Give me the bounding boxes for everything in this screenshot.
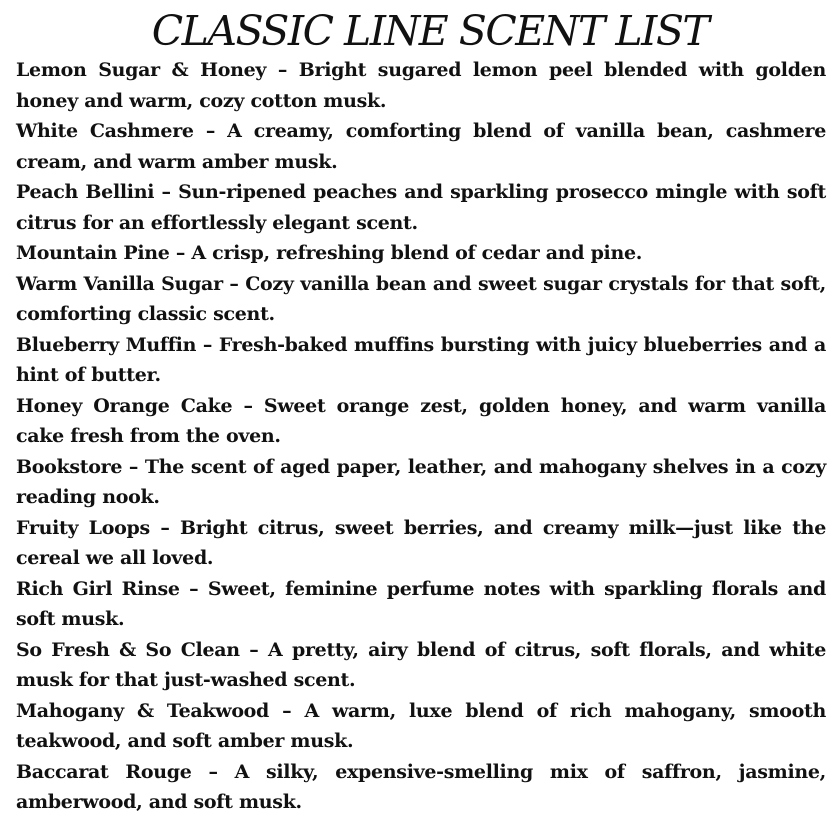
scent-name: Fruity Loops — [16, 516, 150, 539]
scent-description: Fresh-baked muffins bursting with juicy blueberries and a hint of butter. — [16, 333, 826, 386]
scent-name: Lemon Sugar & Honey — [16, 59, 267, 81]
scent-entry — [16, 574, 826, 635]
scent-entry — [16, 452, 826, 513]
separator: – — [169, 242, 192, 264]
scent-name: Mountain Pine — [16, 242, 170, 264]
scent-entry — [16, 330, 826, 391]
scent-name: Peach Bellini — [16, 181, 155, 203]
scent-name: Honey Orange Cake — [16, 394, 233, 417]
separator: – — [191, 760, 235, 783]
scent-name: Blueberry Muffin — [16, 333, 197, 356]
scent-name: So Fresh & So Clean — [16, 638, 240, 661]
scent-entry — [16, 269, 826, 330]
scent-entry — [16, 55, 826, 116]
scent-entry — [16, 757, 826, 818]
scent-description: A crisp, refreshing blend of cedar and pine. — [191, 242, 643, 264]
scent-description: A creamy, comforting blend of vanilla bean, cashmere cream, and warm amber musk. — [16, 120, 826, 173]
scent-name: Mahogany & Teakwood — [16, 699, 270, 722]
scent-description: A warm, luxe blend of rich mahogany, smooth teakwood, and soft amber musk. — [16, 699, 826, 752]
scent-name: Warm Vanilla Sugar — [16, 272, 223, 295]
separator: – — [154, 181, 179, 203]
scent-description: The scent of aged paper, leather, and mahogany shelves in a cozy reading nook. — [16, 455, 826, 508]
separator: – — [193, 120, 228, 142]
separator: – — [266, 59, 299, 81]
scent-description: Sun-ripened peaches and sparkling prosecco mingle with soft citrus for an effortlessly elegant scent. — [16, 181, 826, 234]
scent-description: Sweet, feminine perfume notes with sparkling florals and soft musk. — [16, 577, 826, 630]
scent-entry — [16, 635, 826, 696]
separator: – — [239, 638, 269, 661]
scent-description: A pretty, airy blend of citrus, soft florals, and white musk for that just-washed scent. — [16, 638, 826, 691]
scent-list — [16, 55, 826, 818]
separator: – — [149, 516, 180, 539]
scent-name: White Cashmere — [16, 120, 194, 142]
scent-name: Bookstore — [16, 455, 123, 478]
separator: – — [269, 699, 305, 722]
separator: – — [196, 333, 219, 356]
scent-name: Baccarat Rouge — [16, 760, 192, 783]
scent-name: Rich Girl Rinse — [16, 577, 180, 600]
scent-entry — [16, 696, 826, 757]
scent-entry — [16, 513, 826, 574]
separator: – — [179, 577, 208, 600]
scent-entry — [16, 391, 826, 452]
scent-entry — [16, 238, 826, 269]
page-title: CLASSIC LINE SCENT LIST — [151, 7, 709, 55]
separator: – — [222, 272, 246, 295]
scent-description: Bright sugared lemon peel blended with golden honey and warm, cozy cotton musk. — [16, 59, 826, 112]
scent-description: Sweet orange zest, golden honey, and warm vanilla cake fresh from the oven. — [16, 394, 826, 447]
separator: – — [232, 394, 264, 417]
scent-description: A silky, expensive-smelling mix of saffron, jasmine, amberwood, and soft musk. — [16, 760, 826, 813]
scent-description: Bright citrus, sweet berries, and creamy milk—just like the cereal we all loved. — [16, 516, 826, 569]
scent-entry — [16, 116, 826, 177]
scent-entry — [16, 177, 826, 238]
separator: – — [122, 455, 145, 478]
scent-description: Cozy vanilla bean and sweet sugar crystals for that soft, comforting classic scent. — [16, 272, 826, 325]
